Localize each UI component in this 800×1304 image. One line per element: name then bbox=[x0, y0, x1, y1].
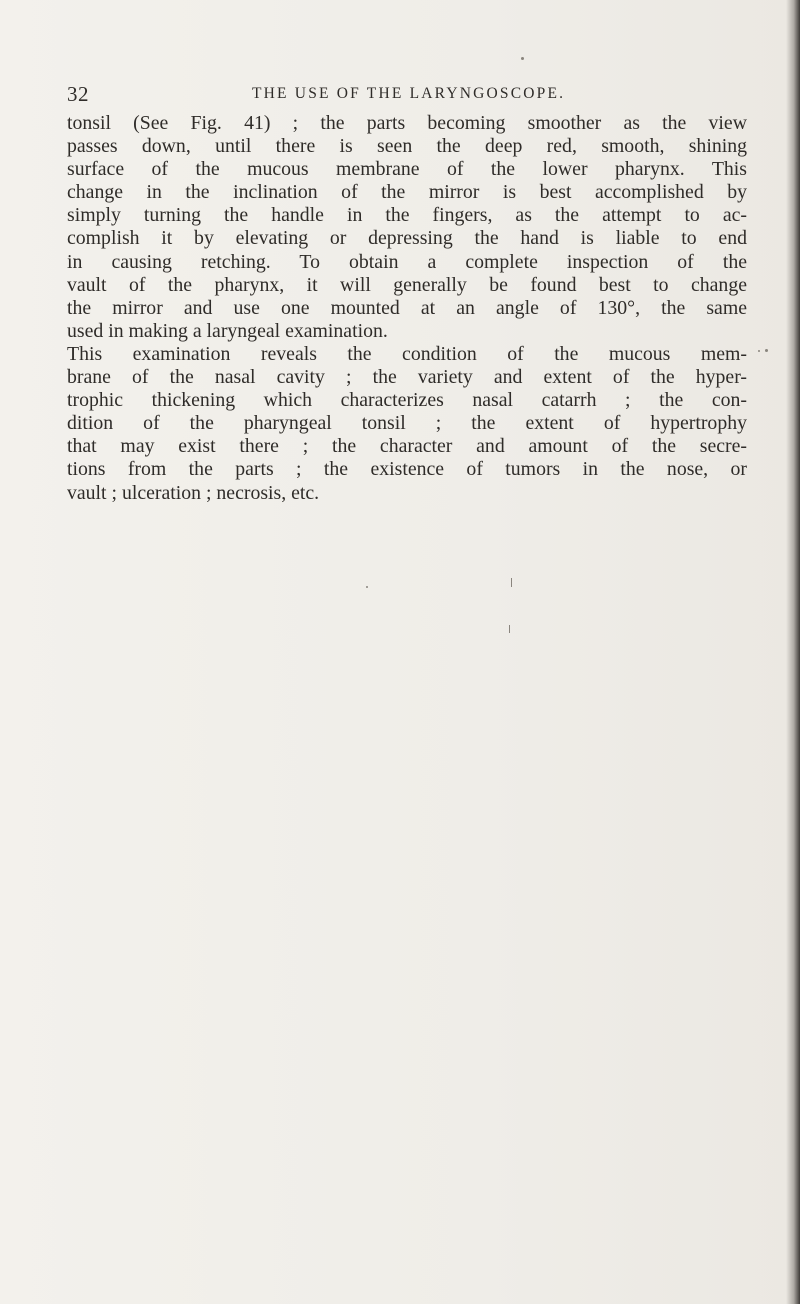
body-text bbox=[67, 112, 747, 505]
text-line: passes down, until there is seen the deep red, smooth, shining bbox=[67, 135, 747, 158]
text-line: that may exist there ; the character and amount of the secre- bbox=[67, 435, 747, 458]
running-title: THE USE OF THE LARYNGOSCOPE. bbox=[252, 85, 566, 102]
text-line: change in the inclination of the mirror is best accomplished by bbox=[67, 181, 747, 204]
speck bbox=[511, 578, 512, 587]
text-line: tions from the parts ; the existence of tumors in the nose, or bbox=[67, 458, 747, 481]
text-line: vault of the pharynx, it will generally be found best to change bbox=[67, 273, 747, 296]
speck bbox=[521, 57, 524, 60]
text-line: vault ; ulceration ; necrosis, etc. bbox=[67, 481, 320, 504]
paragraph-start-line: This examination reveals the condition of the mucous mem- bbox=[67, 342, 747, 365]
text-line: in causing retching. To obtain a complete inspection of the bbox=[67, 250, 747, 273]
page-edge-shadow bbox=[786, 0, 800, 1304]
page-number: 32 bbox=[67, 82, 89, 106]
text-line: surface of the mucous membrane of the lower pharynx. This bbox=[67, 158, 747, 181]
text-line: complish it by elevating or depressing the hand is liable to end bbox=[67, 227, 747, 250]
text-line: trophic thickening which characterizes nasal catarrh ; the con- bbox=[67, 389, 747, 412]
speck bbox=[366, 586, 368, 588]
text-line: brane of the nasal cavity ; the variety and extent of the hyper- bbox=[67, 366, 747, 389]
speck bbox=[758, 350, 760, 352]
text-line: simply turning the handle in the fingers, as the attempt to ac- bbox=[67, 204, 747, 227]
text-line: the mirror and use one mounted at an angle of 130°, the same bbox=[67, 296, 747, 319]
running-head bbox=[67, 82, 627, 112]
speck bbox=[509, 625, 510, 633]
text-line: dition of the pharyngeal tonsil ; the extent of hypertrophy bbox=[67, 412, 747, 435]
text-line: tonsil (See Fig. 41) ; the parts becoming smoother as the view bbox=[67, 112, 747, 134]
speck bbox=[765, 349, 768, 352]
text-line: used in making a laryngeal examination. bbox=[67, 319, 388, 342]
